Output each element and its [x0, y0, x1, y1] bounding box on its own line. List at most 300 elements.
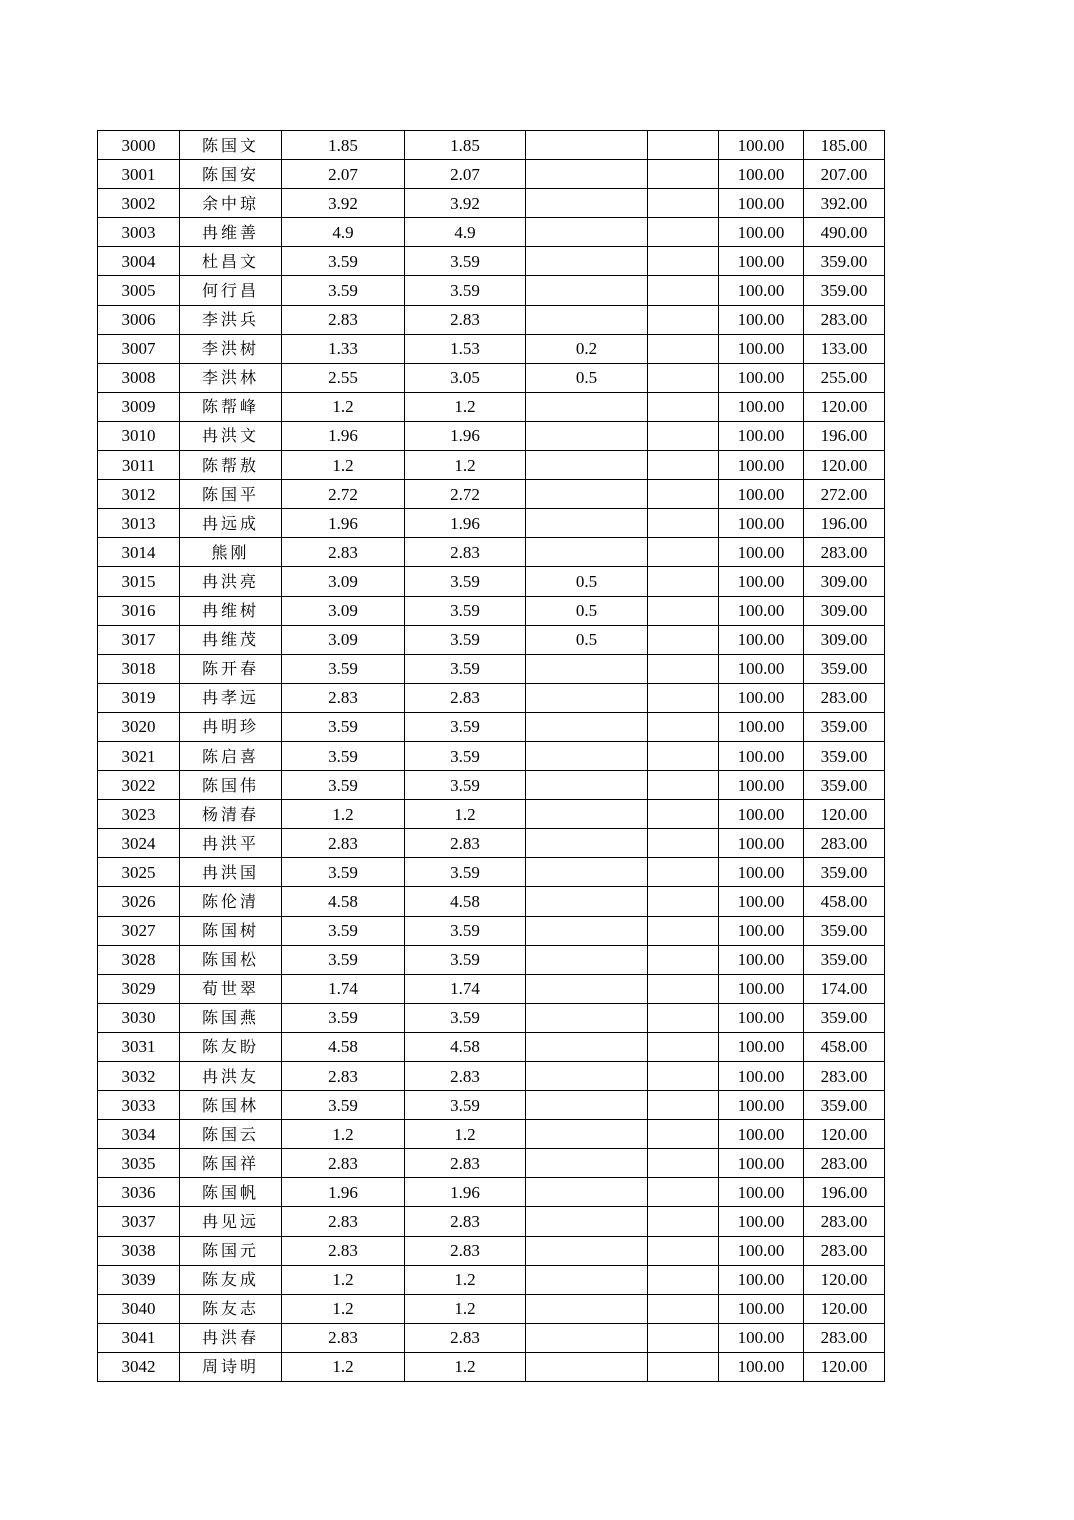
cell-col5 [526, 421, 648, 450]
cell-col4: 3.59 [405, 712, 526, 741]
cell-col4: 2.83 [405, 1323, 526, 1352]
cell-col4: 3.59 [405, 771, 526, 800]
cell-id: 3005 [98, 276, 180, 305]
cell-col5 [526, 1323, 648, 1352]
cell-name: 陈国平 [180, 480, 282, 509]
cell-name: 陈帮敖 [180, 451, 282, 480]
cell-col4: 1.2 [405, 1352, 526, 1381]
cell-col6 [648, 276, 719, 305]
cell-name: 陈国燕 [180, 1003, 282, 1032]
cell-col7: 100.00 [719, 1323, 804, 1352]
cell-col4: 3.59 [405, 741, 526, 770]
table-row [98, 1178, 885, 1207]
table-row [98, 189, 885, 218]
cell-col4: 1.96 [405, 509, 526, 538]
cell-name: 荀世翠 [180, 974, 282, 1003]
cell-id: 3021 [98, 741, 180, 770]
cell-col3: 3.59 [282, 741, 405, 770]
cell-col5 [526, 1091, 648, 1120]
cell-col6 [648, 887, 719, 916]
cell-name: 冉维茂 [180, 625, 282, 654]
cell-col6 [648, 189, 719, 218]
cell-col5 [526, 538, 648, 567]
cell-name: 杜昌文 [180, 247, 282, 276]
cell-col4: 1.2 [405, 451, 526, 480]
cell-col6 [648, 712, 719, 741]
cell-col7: 100.00 [719, 1265, 804, 1294]
cell-col6 [648, 858, 719, 887]
cell-id: 3015 [98, 567, 180, 596]
cell-col8: 207.00 [804, 160, 885, 189]
cell-col5 [526, 1120, 648, 1149]
cell-col6 [648, 421, 719, 450]
cell-name: 周诗明 [180, 1352, 282, 1381]
cell-col8: 283.00 [804, 538, 885, 567]
cell-name: 陈友成 [180, 1265, 282, 1294]
table-row [98, 1207, 885, 1236]
cell-col5 [526, 1062, 648, 1091]
cell-col3: 3.09 [282, 596, 405, 625]
table-row [98, 1091, 885, 1120]
cell-name: 冉明珍 [180, 712, 282, 741]
cell-id: 3014 [98, 538, 180, 567]
cell-col3: 3.59 [282, 276, 405, 305]
cell-col4: 1.96 [405, 1178, 526, 1207]
cell-col6 [648, 451, 719, 480]
table-row [98, 538, 885, 567]
cell-id: 3039 [98, 1265, 180, 1294]
cell-col7: 100.00 [719, 654, 804, 683]
cell-col4: 3.59 [405, 916, 526, 945]
cell-col3: 2.83 [282, 829, 405, 858]
cell-col3: 4.9 [282, 218, 405, 247]
table-row [98, 276, 885, 305]
cell-col8: 309.00 [804, 625, 885, 654]
cell-name: 冉洪平 [180, 829, 282, 858]
cell-col8: 458.00 [804, 887, 885, 916]
cell-id: 3020 [98, 712, 180, 741]
cell-id: 3033 [98, 1091, 180, 1120]
cell-col4: 1.85 [405, 131, 526, 160]
cell-col5 [526, 1294, 648, 1323]
cell-col4: 2.83 [405, 1149, 526, 1178]
cell-col4: 4.58 [405, 887, 526, 916]
cell-col8: 272.00 [804, 480, 885, 509]
cell-col5: 0.2 [526, 334, 648, 363]
data-table [97, 130, 885, 1382]
cell-name: 冉见远 [180, 1207, 282, 1236]
cell-col6 [648, 509, 719, 538]
cell-col4: 1.53 [405, 334, 526, 363]
cell-id: 3040 [98, 1294, 180, 1323]
cell-col7: 100.00 [719, 421, 804, 450]
table-row [98, 305, 885, 334]
cell-col3: 1.2 [282, 1352, 405, 1381]
cell-col7: 100.00 [719, 858, 804, 887]
cell-id: 3011 [98, 451, 180, 480]
cell-id: 3000 [98, 131, 180, 160]
cell-name: 陈伦清 [180, 887, 282, 916]
table-row [98, 1120, 885, 1149]
cell-col7: 100.00 [719, 974, 804, 1003]
cell-id: 3042 [98, 1352, 180, 1381]
cell-col8: 120.00 [804, 1352, 885, 1381]
cell-id: 3008 [98, 363, 180, 392]
cell-col4: 4.58 [405, 1032, 526, 1061]
cell-col5 [526, 916, 648, 945]
cell-col7: 100.00 [719, 1294, 804, 1323]
cell-col6 [648, 392, 719, 421]
cell-id: 3022 [98, 771, 180, 800]
cell-id: 3019 [98, 683, 180, 712]
cell-col8: 490.00 [804, 218, 885, 247]
cell-col6 [648, 683, 719, 712]
cell-col6 [648, 1294, 719, 1323]
cell-col3: 2.83 [282, 1062, 405, 1091]
cell-col7: 100.00 [719, 451, 804, 480]
cell-name: 冉孝远 [180, 683, 282, 712]
cell-col7: 100.00 [719, 334, 804, 363]
cell-col5 [526, 1207, 648, 1236]
cell-col6 [648, 1265, 719, 1294]
cell-col6 [648, 596, 719, 625]
cell-col6 [648, 625, 719, 654]
cell-col6 [648, 247, 719, 276]
cell-col3: 1.96 [282, 421, 405, 450]
cell-col8: 359.00 [804, 741, 885, 770]
cell-col3: 2.83 [282, 1149, 405, 1178]
cell-col4: 1.96 [405, 421, 526, 450]
cell-col3: 3.59 [282, 247, 405, 276]
table-row [98, 392, 885, 421]
cell-id: 3037 [98, 1207, 180, 1236]
cell-col5 [526, 654, 648, 683]
table-row [98, 567, 885, 596]
cell-col6 [648, 305, 719, 334]
cell-col6 [648, 1178, 719, 1207]
cell-col8: 309.00 [804, 596, 885, 625]
cell-col7: 100.00 [719, 800, 804, 829]
cell-col8: 359.00 [804, 276, 885, 305]
cell-col3: 2.83 [282, 1207, 405, 1236]
cell-col3: 2.83 [282, 683, 405, 712]
cell-col6 [648, 1062, 719, 1091]
cell-col5 [526, 683, 648, 712]
cell-col5 [526, 771, 648, 800]
cell-id: 3026 [98, 887, 180, 916]
cell-col5 [526, 1149, 648, 1178]
cell-name: 冉维善 [180, 218, 282, 247]
cell-col6 [648, 218, 719, 247]
cell-col3: 3.59 [282, 1091, 405, 1120]
cell-col7: 100.00 [719, 480, 804, 509]
cell-col6 [648, 945, 719, 974]
cell-col7: 100.00 [719, 1149, 804, 1178]
cell-col3: 1.2 [282, 800, 405, 829]
cell-col3: 1.74 [282, 974, 405, 1003]
cell-id: 3007 [98, 334, 180, 363]
cell-col4: 1.2 [405, 1265, 526, 1294]
cell-id: 3035 [98, 1149, 180, 1178]
cell-name: 陈国安 [180, 160, 282, 189]
cell-name: 陈开春 [180, 654, 282, 683]
cell-col8: 120.00 [804, 1265, 885, 1294]
cell-name: 陈国元 [180, 1236, 282, 1265]
cell-col7: 100.00 [719, 1236, 804, 1265]
cell-col6 [648, 567, 719, 596]
cell-col7: 100.00 [719, 829, 804, 858]
cell-col4: 3.59 [405, 596, 526, 625]
cell-col8: 196.00 [804, 421, 885, 450]
cell-col8: 309.00 [804, 567, 885, 596]
cell-id: 3041 [98, 1323, 180, 1352]
cell-col5 [526, 858, 648, 887]
cell-name: 冉洪亮 [180, 567, 282, 596]
cell-id: 3031 [98, 1032, 180, 1061]
cell-col8: 120.00 [804, 1120, 885, 1149]
cell-col3: 3.59 [282, 654, 405, 683]
cell-col8: 283.00 [804, 305, 885, 334]
cell-col5 [526, 131, 648, 160]
cell-col8: 458.00 [804, 1032, 885, 1061]
table-row [98, 683, 885, 712]
cell-col3: 1.2 [282, 451, 405, 480]
cell-col5 [526, 276, 648, 305]
cell-col7: 100.00 [719, 276, 804, 305]
cell-col5 [526, 480, 648, 509]
table-row [98, 1062, 885, 1091]
cell-name: 冉洪春 [180, 1323, 282, 1352]
cell-col7: 100.00 [719, 625, 804, 654]
cell-col4: 2.83 [405, 1207, 526, 1236]
cell-col6 [648, 363, 719, 392]
cell-name: 余中琼 [180, 189, 282, 218]
cell-id: 3027 [98, 916, 180, 945]
cell-col5 [526, 160, 648, 189]
cell-col4: 2.83 [405, 1062, 526, 1091]
cell-col5 [526, 800, 648, 829]
cell-col6 [648, 771, 719, 800]
cell-name: 冉维树 [180, 596, 282, 625]
cell-col7: 100.00 [719, 363, 804, 392]
cell-col8: 120.00 [804, 392, 885, 421]
cell-col8: 120.00 [804, 800, 885, 829]
table-row [98, 247, 885, 276]
cell-col5 [526, 1032, 648, 1061]
cell-col4: 3.59 [405, 567, 526, 596]
cell-col7: 100.00 [719, 218, 804, 247]
cell-col6 [648, 1352, 719, 1381]
cell-col5 [526, 712, 648, 741]
cell-col3: 3.59 [282, 916, 405, 945]
cell-id: 3010 [98, 421, 180, 450]
cell-name: 陈国松 [180, 945, 282, 974]
cell-col3: 3.59 [282, 858, 405, 887]
cell-id: 3024 [98, 829, 180, 858]
cell-col4: 3.59 [405, 1091, 526, 1120]
cell-col6 [648, 1236, 719, 1265]
cell-col8: 283.00 [804, 1323, 885, 1352]
cell-id: 3009 [98, 392, 180, 421]
cell-col7: 100.00 [719, 1178, 804, 1207]
cell-id: 3032 [98, 1062, 180, 1091]
cell-col3: 2.83 [282, 305, 405, 334]
cell-col7: 100.00 [719, 1091, 804, 1120]
cell-col6 [648, 1207, 719, 1236]
cell-id: 3034 [98, 1120, 180, 1149]
cell-col3: 1.96 [282, 509, 405, 538]
cell-col3: 1.96 [282, 1178, 405, 1207]
cell-col3: 4.58 [282, 887, 405, 916]
cell-col5 [526, 741, 648, 770]
cell-col5 [526, 974, 648, 1003]
cell-col4: 3.05 [405, 363, 526, 392]
cell-col4: 3.92 [405, 189, 526, 218]
cell-col8: 359.00 [804, 654, 885, 683]
table-row [98, 1236, 885, 1265]
cell-name: 陈友志 [180, 1294, 282, 1323]
table-row [98, 654, 885, 683]
cell-col7: 100.00 [719, 131, 804, 160]
cell-col7: 100.00 [719, 887, 804, 916]
cell-col6 [648, 160, 719, 189]
cell-col4: 2.83 [405, 683, 526, 712]
cell-col5 [526, 1236, 648, 1265]
cell-col8: 255.00 [804, 363, 885, 392]
cell-col4: 1.2 [405, 800, 526, 829]
table-row [98, 916, 885, 945]
cell-col8: 359.00 [804, 858, 885, 887]
cell-col3: 1.33 [282, 334, 405, 363]
cell-col3: 3.59 [282, 771, 405, 800]
cell-col5: 0.5 [526, 363, 648, 392]
table-row [98, 625, 885, 654]
table-body [98, 131, 885, 1382]
cell-name: 陈国文 [180, 131, 282, 160]
cell-col5 [526, 451, 648, 480]
cell-col8: 359.00 [804, 1091, 885, 1120]
cell-col8: 283.00 [804, 1062, 885, 1091]
cell-col7: 100.00 [719, 538, 804, 567]
cell-id: 3025 [98, 858, 180, 887]
cell-col7: 100.00 [719, 1062, 804, 1091]
cell-name: 李洪树 [180, 334, 282, 363]
cell-name: 陈国伟 [180, 771, 282, 800]
table-row [98, 800, 885, 829]
cell-col5 [526, 509, 648, 538]
cell-id: 3004 [98, 247, 180, 276]
table-row [98, 887, 885, 916]
cell-col8: 283.00 [804, 683, 885, 712]
table-row [98, 160, 885, 189]
cell-col8: 359.00 [804, 247, 885, 276]
cell-col6 [648, 1091, 719, 1120]
cell-name: 李洪兵 [180, 305, 282, 334]
table-row [98, 480, 885, 509]
table-row [98, 218, 885, 247]
table-row [98, 421, 885, 450]
cell-col5 [526, 1352, 648, 1381]
cell-col4: 3.59 [405, 945, 526, 974]
cell-col5 [526, 945, 648, 974]
cell-col5 [526, 1265, 648, 1294]
cell-id: 3018 [98, 654, 180, 683]
cell-col4: 2.07 [405, 160, 526, 189]
cell-col4: 2.83 [405, 305, 526, 334]
table-row [98, 1149, 885, 1178]
cell-col8: 196.00 [804, 509, 885, 538]
cell-col3: 3.92 [282, 189, 405, 218]
cell-col8: 283.00 [804, 1236, 885, 1265]
cell-col7: 100.00 [719, 945, 804, 974]
table-row [98, 131, 885, 160]
cell-col8: 359.00 [804, 916, 885, 945]
cell-col8: 359.00 [804, 945, 885, 974]
cell-col8: 359.00 [804, 1003, 885, 1032]
table-row [98, 1032, 885, 1061]
cell-col3: 2.83 [282, 1236, 405, 1265]
cell-id: 3006 [98, 305, 180, 334]
cell-col6 [648, 480, 719, 509]
cell-col8: 120.00 [804, 451, 885, 480]
cell-col5 [526, 189, 648, 218]
cell-col5: 0.5 [526, 625, 648, 654]
cell-col3: 3.59 [282, 712, 405, 741]
cell-col7: 100.00 [719, 392, 804, 421]
cell-col6 [648, 1032, 719, 1061]
table-row [98, 1294, 885, 1323]
cell-col4: 3.59 [405, 654, 526, 683]
table-row [98, 741, 885, 770]
cell-col7: 100.00 [719, 509, 804, 538]
cell-col8: 120.00 [804, 1294, 885, 1323]
table-row [98, 829, 885, 858]
cell-col7: 100.00 [719, 189, 804, 218]
cell-col3: 3.09 [282, 567, 405, 596]
cell-col3: 1.2 [282, 1294, 405, 1323]
cell-col5 [526, 1178, 648, 1207]
table-row [98, 712, 885, 741]
cell-col7: 100.00 [719, 916, 804, 945]
cell-col7: 100.00 [719, 247, 804, 276]
table-row [98, 945, 885, 974]
cell-col8: 392.00 [804, 189, 885, 218]
cell-col3: 4.58 [282, 1032, 405, 1061]
cell-col6 [648, 654, 719, 683]
cell-id: 3013 [98, 509, 180, 538]
cell-col4: 1.74 [405, 974, 526, 1003]
cell-name: 陈国祥 [180, 1149, 282, 1178]
table-row [98, 1003, 885, 1032]
cell-name: 冉洪文 [180, 421, 282, 450]
cell-col5 [526, 829, 648, 858]
table-row [98, 596, 885, 625]
cell-name: 陈国云 [180, 1120, 282, 1149]
table-row [98, 771, 885, 800]
cell-col7: 100.00 [719, 1032, 804, 1061]
cell-col6 [648, 334, 719, 363]
cell-col5 [526, 1003, 648, 1032]
cell-col5 [526, 392, 648, 421]
cell-col8: 283.00 [804, 1149, 885, 1178]
cell-name: 杨清春 [180, 800, 282, 829]
cell-col7: 100.00 [719, 1352, 804, 1381]
cell-col4: 4.9 [405, 218, 526, 247]
table-row [98, 509, 885, 538]
cell-id: 3003 [98, 218, 180, 247]
cell-col6 [648, 800, 719, 829]
cell-col3: 2.55 [282, 363, 405, 392]
